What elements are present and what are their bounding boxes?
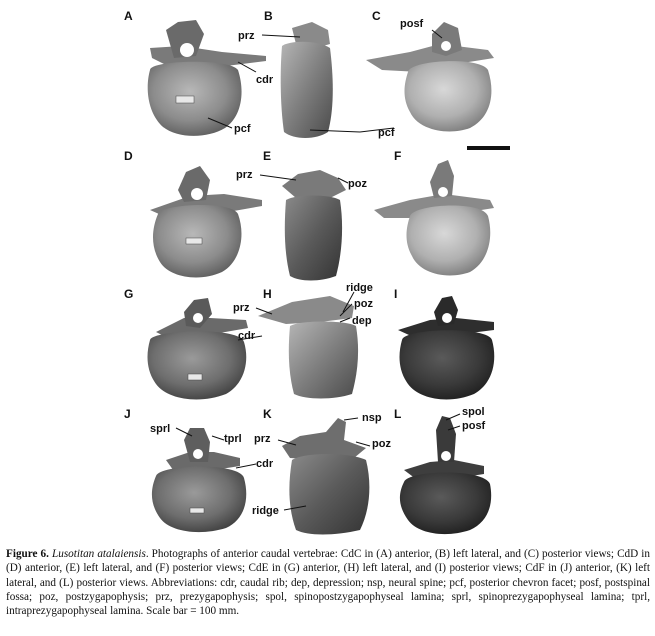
panel-b-vertebra-lateral [281,22,333,138]
label-l-spol: spol [462,406,485,418]
panel-letter-g: G [124,287,134,301]
panel-k-vertebra-lateral [282,418,369,535]
panel-c-vertebra-posterior [366,22,494,131]
panel-letter-a: A [124,9,133,23]
panel-i-vertebra-posterior [398,296,494,399]
label-j-cdr: cdr [256,458,274,470]
panel-e-vertebra-lateral [282,170,346,281]
caption-taxon: Lusotitan atalaiensis [52,548,146,560]
panel-d-vertebra-anterior [150,166,262,277]
panel-letter-c: C [372,9,381,23]
label-k-nsp: nsp [362,412,382,424]
panel-letter-b: B [264,9,273,23]
label-e-prz: prz [236,169,253,181]
label-c-posf: posf [400,18,424,30]
label-e-poz: poz [348,178,367,190]
label-g-cdr: cdr [238,330,256,342]
label-h-prz: prz [233,302,250,314]
figure-caption [6,547,650,618]
label-bc-pcf: pcf [378,127,395,139]
label-a-pcf: pcf [234,123,251,135]
label-k-poz: poz [372,438,391,450]
label-h-poz: poz [354,298,373,310]
label-a-cdr: cdr [256,74,274,86]
label-k-prz: prz [254,433,271,445]
panel-l-vertebra-posterior [400,416,491,534]
caption-figure-label: Figure 6. [6,548,49,560]
panel-letter-e: E [263,149,272,163]
label-l-posf: posf [462,420,486,432]
panel-letter-j: J [124,407,131,421]
label-h-ridge: ridge [346,282,373,294]
label-k-ridge: ridge [252,505,279,517]
scale-bar [467,146,510,150]
label-h-dep: dep [352,315,372,327]
panel-letter-l: L [394,407,402,421]
label-j-tprl: tprl [224,433,242,445]
label-a-prz: prz [238,30,255,42]
caption-text: . Photographs of anterior caudal vertebrae: CdC in (A) anterior, (B) left lateral, and (C) posterior views; CdD in (D) anterior, (E) left lateral, and (F) posterior views; CdE in (G) anterior, (H) left lateral, and (I) posterior views; CdF in (J) anterior, (K) left lateral, and (L) posterior views. Abbreviations: cdr, caudal rib; dep, depression; nsp, neural spine; pcf, posterior chevron facet; posf, postspinal fossa; poz, postzygapophysis; prz, prezygapophysis; spol, spinopostzygapophyseal lamina; sprl, spinoprezygapophyseal lamina; tprl, intraprezygapophyseal lamina. Scale bar = 100 mm. [6,548,650,618]
panel-letter-k: K [263,407,272,421]
panel-letter-d: D [124,149,133,163]
panel-letter-i: I [394,287,398,301]
panel-f-vertebra-posterior [374,160,494,275]
panel-letter-f: F [394,149,402,163]
label-j-sprl: sprl [150,423,171,435]
panel-letter-h: H [263,287,272,301]
